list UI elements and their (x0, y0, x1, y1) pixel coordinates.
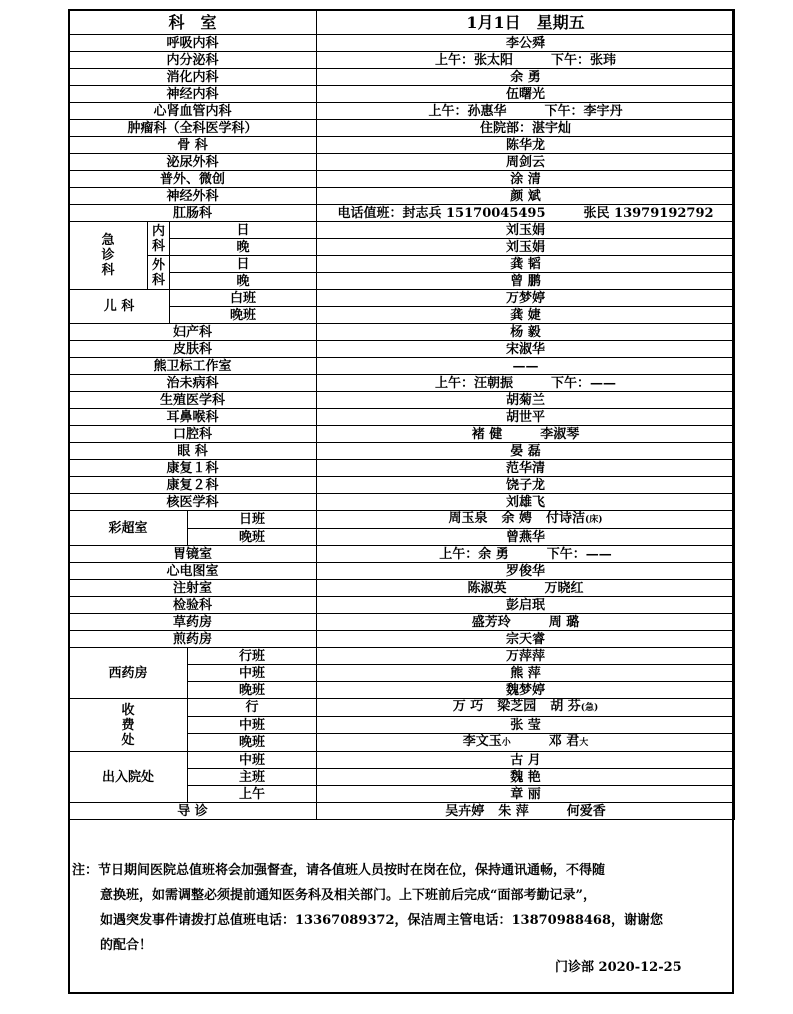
dept-cell: 呼吸内科 (69, 35, 317, 52)
duty-cell: 刘玉娟 (317, 222, 735, 239)
table-row (69, 392, 735, 409)
pm-duty: 下午：—— (546, 546, 612, 562)
dept-cell: 泌尿外科 (69, 154, 317, 171)
duty-cell: —— (317, 358, 735, 375)
duty-note: 大 (579, 738, 589, 748)
dept-cell: 检验科 (69, 597, 317, 614)
duty-note: (急) (580, 703, 599, 713)
duty-name: 何爱香 (566, 803, 606, 819)
table-row (69, 648, 735, 665)
table-row (69, 103, 735, 120)
duty-cell: 伍曙光 (317, 86, 735, 103)
table-row (69, 205, 735, 222)
notice-line: 注：节日期间医院总值班将会加强督查，请各值班人员按时在岗在位，保持通讯通畅，不得随 (72, 863, 606, 878)
shift-cell: 上午 (188, 786, 317, 803)
duty-cell: 刘雄飞 (317, 494, 735, 511)
table-row (69, 563, 735, 580)
signature: 门诊部 2020-12-25 (555, 960, 682, 975)
dept-cell: 煎药房 (69, 631, 317, 648)
shift-cell: 行 (188, 699, 317, 717)
shift-cell: 晚班 (188, 529, 317, 546)
am-duty: 上午：孙惠华 (428, 103, 507, 119)
duty-name: 梁芝园 (497, 699, 537, 714)
am-duty: 上午：余 勇 (439, 546, 509, 562)
duty-cell: 魏梦婷 (317, 682, 735, 699)
table-row (69, 426, 735, 443)
duty-cell: 周剑云 (317, 154, 735, 171)
ultrasound-label: 彩超室 (69, 511, 188, 546)
duty-name: 付诗洁 (546, 511, 586, 526)
duty-name: 褚 健 (471, 426, 503, 442)
am-duty: 上午：张太阳 (435, 52, 514, 68)
emergency-internal-label: 内 科 (148, 222, 170, 256)
table-row (69, 324, 735, 341)
duty-name: 周玉泉 (448, 511, 488, 526)
duty-cell: 余 勇 (317, 69, 735, 86)
shift-cell: 中班 (188, 717, 317, 734)
table-row (69, 86, 735, 103)
table-row (69, 546, 735, 563)
duty-cell: 罗俊华 (317, 563, 735, 580)
duty-cell: 颜 斌 (317, 188, 735, 205)
table-row (69, 341, 735, 358)
duty-name: 盛芳玲 (471, 614, 511, 630)
duty-name: 李文玉 (462, 734, 502, 749)
duty-cell: 刘玉娟 (317, 239, 735, 256)
duty-cell (317, 734, 735, 752)
duty-cell: 章 丽 (317, 786, 735, 803)
duty-cell: 龚 韬 (317, 256, 735, 273)
admission-label: 出入院处 (69, 752, 188, 803)
shift-cell: 中班 (188, 752, 317, 769)
dept-cell: 心肾血管内科 (69, 103, 317, 120)
table-row (69, 477, 735, 494)
dept-cell: 核医学科 (69, 494, 317, 511)
duty-cell: 晏 磊 (317, 443, 735, 460)
duty-name: 周 璐 (548, 614, 580, 630)
duty-cell: 彭启珉 (317, 597, 735, 614)
table-row (69, 358, 735, 375)
shift-cell: 主班 (188, 769, 317, 786)
duty-name: 朱 萍 (498, 803, 529, 819)
duty-name: 胡 芬 (550, 699, 581, 714)
dept-cell: 口腔科 (69, 426, 317, 443)
emergency-surgery-label: 外 科 (148, 256, 170, 290)
dept-cell: 神经内科 (69, 86, 317, 103)
duty-name: 万晓红 (544, 580, 584, 596)
duty-cell: 涂 清 (317, 171, 735, 188)
duty-name: 余 娉 (501, 511, 533, 526)
duty-cell: 饶子龙 (317, 477, 735, 494)
duty-cell (317, 103, 735, 120)
duty-cell: 宋淑华 (317, 341, 735, 358)
dept-cell: 康复２科 (69, 477, 317, 494)
table-row (69, 699, 735, 717)
shift-cell: 中班 (188, 665, 317, 682)
table-row (69, 171, 735, 188)
dept-cell: 皮肤科 (69, 341, 317, 358)
table-row (69, 375, 735, 392)
duty-roster-table (68, 9, 735, 820)
duty-cell: 胡世平 (317, 409, 735, 426)
duty-name: 吴卉婷 (445, 803, 485, 819)
dept-cell: 内分泌科 (69, 52, 317, 69)
duty-cell: 杨 毅 (317, 324, 735, 341)
table-row (69, 52, 735, 69)
table-row (69, 631, 735, 648)
dept-cell: 妇产科 (69, 324, 317, 341)
duty-cell (317, 205, 735, 222)
table-row (69, 443, 735, 460)
dept-cell: 注射室 (69, 580, 317, 597)
notice-line: 的配合！ (100, 938, 153, 953)
shift-cell: 日班 (188, 511, 317, 529)
duty-cell: 曾燕华 (317, 529, 735, 546)
dept-cell: 消化内科 (69, 69, 317, 86)
duty-cell: 范华清 (317, 460, 735, 477)
dept-cell: 肿瘤科（全科医学科） (69, 120, 317, 137)
duty-cell: 胡菊兰 (317, 392, 735, 409)
table-row (69, 580, 735, 597)
dept-cell: 耳鼻喉科 (69, 409, 317, 426)
pharmacy-label: 西药房 (69, 648, 188, 699)
duty-name: 万 巧 (452, 699, 484, 714)
duty-cell (317, 614, 735, 631)
table-row (69, 597, 735, 614)
duty-note: (床) (585, 515, 603, 525)
notice-line: 如遇突发事件请拨打总值班电话：13367089372，保洁周主管电话：13870988468，谢谢您 (100, 913, 663, 928)
duty-note: 小 (501, 738, 511, 748)
duty-cell (317, 699, 735, 717)
dept-cell: 眼 科 (69, 443, 317, 460)
table-row (69, 290, 735, 307)
duty-cell (317, 426, 735, 443)
dept-cell: 导 诊 (69, 803, 317, 820)
dept-cell: 心电图室 (69, 563, 317, 580)
dept-cell: 骨 科 (69, 137, 317, 154)
duty-cell: 魏 艳 (317, 769, 735, 786)
dept-cell: 康复１科 (69, 460, 317, 477)
header-date: 1月1日 星期五 (317, 10, 735, 35)
shift-cell: 日 (170, 256, 317, 273)
shift-cell: 晚 (170, 239, 317, 256)
duty-cell: 龚 婕 (317, 307, 735, 324)
emergency-label: 急 诊 科 (69, 222, 148, 290)
shift-cell: 行班 (188, 648, 317, 665)
duty-cell: 李公舜 (317, 35, 735, 52)
table-row (69, 511, 735, 529)
table-row (69, 154, 735, 171)
table-row (69, 137, 735, 154)
table-row (69, 494, 735, 511)
duty-cell (317, 803, 735, 820)
duty-name: 李淑琴 (540, 426, 580, 442)
duty-cell: 万梦婷 (317, 290, 735, 307)
duty-cell: 张 莹 (317, 717, 735, 734)
shift-cell: 晚班 (188, 734, 317, 752)
table-row (69, 803, 735, 820)
pm-duty: 下午：—— (551, 375, 617, 391)
dept-cell: 神经外科 (69, 188, 317, 205)
table-row (69, 69, 735, 86)
shift-cell: 晚 (170, 273, 317, 290)
pm-duty: 下午：李宇丹 (544, 103, 623, 119)
shift-cell: 晚班 (188, 682, 317, 699)
duty-cell (317, 511, 735, 529)
table-row (69, 752, 735, 769)
phone-duty-2: 张民 13979192792 (583, 205, 714, 221)
shift-cell: 日 (170, 222, 317, 239)
table-row (69, 256, 735, 273)
duty-cell: 熊 萍 (317, 665, 735, 682)
duty-name: 邓 君 (548, 734, 580, 749)
duty-cell: 宗天睿 (317, 631, 735, 648)
notice-line: 意换班，如需调整必须提前通知医务科及相关部门。上下班前后完成“面部考勤记录”， (100, 888, 596, 903)
duty-cell: 陈华龙 (317, 137, 735, 154)
table-header-row (69, 10, 735, 35)
table-row (69, 35, 735, 52)
pm-duty: 下午：张玮 (551, 52, 617, 68)
shift-cell: 白班 (170, 290, 317, 307)
table-row (69, 222, 735, 239)
duty-cell: 古 月 (317, 752, 735, 769)
dept-cell: 胃镜室 (69, 546, 317, 563)
dept-cell: 肛肠科 (69, 205, 317, 222)
table-row (69, 120, 735, 137)
duty-cell: 万萍萍 (317, 648, 735, 665)
dept-cell: 普外、微创 (69, 171, 317, 188)
table-row (69, 409, 735, 426)
am-duty: 上午：汪朝振 (435, 375, 514, 391)
duty-cell (317, 375, 735, 392)
duty-cell (317, 546, 735, 563)
duty-cell (317, 580, 735, 597)
table-row (69, 188, 735, 205)
duty-cell: 曾 鹏 (317, 273, 735, 290)
dept-cell: 熊卫标工作室 (69, 358, 317, 375)
table-row (69, 460, 735, 477)
duty-cell: 住院部：湛宇灿 (317, 120, 735, 137)
dept-cell: 治未病科 (69, 375, 317, 392)
header-dept: 科 室 (69, 10, 317, 35)
notice-text (72, 858, 728, 958)
dept-cell: 草药房 (69, 614, 317, 631)
phone-duty: 电话值班：封志兵 15170045495 (337, 205, 546, 221)
pediatrics-label: 儿 科 (69, 290, 170, 324)
table-row (69, 614, 735, 631)
duty-name: 陈淑英 (467, 580, 507, 596)
dept-cell: 生殖医学科 (69, 392, 317, 409)
shift-cell: 晚班 (170, 307, 317, 324)
billing-label: 收 费 处 (69, 699, 188, 752)
duty-cell (317, 52, 735, 69)
